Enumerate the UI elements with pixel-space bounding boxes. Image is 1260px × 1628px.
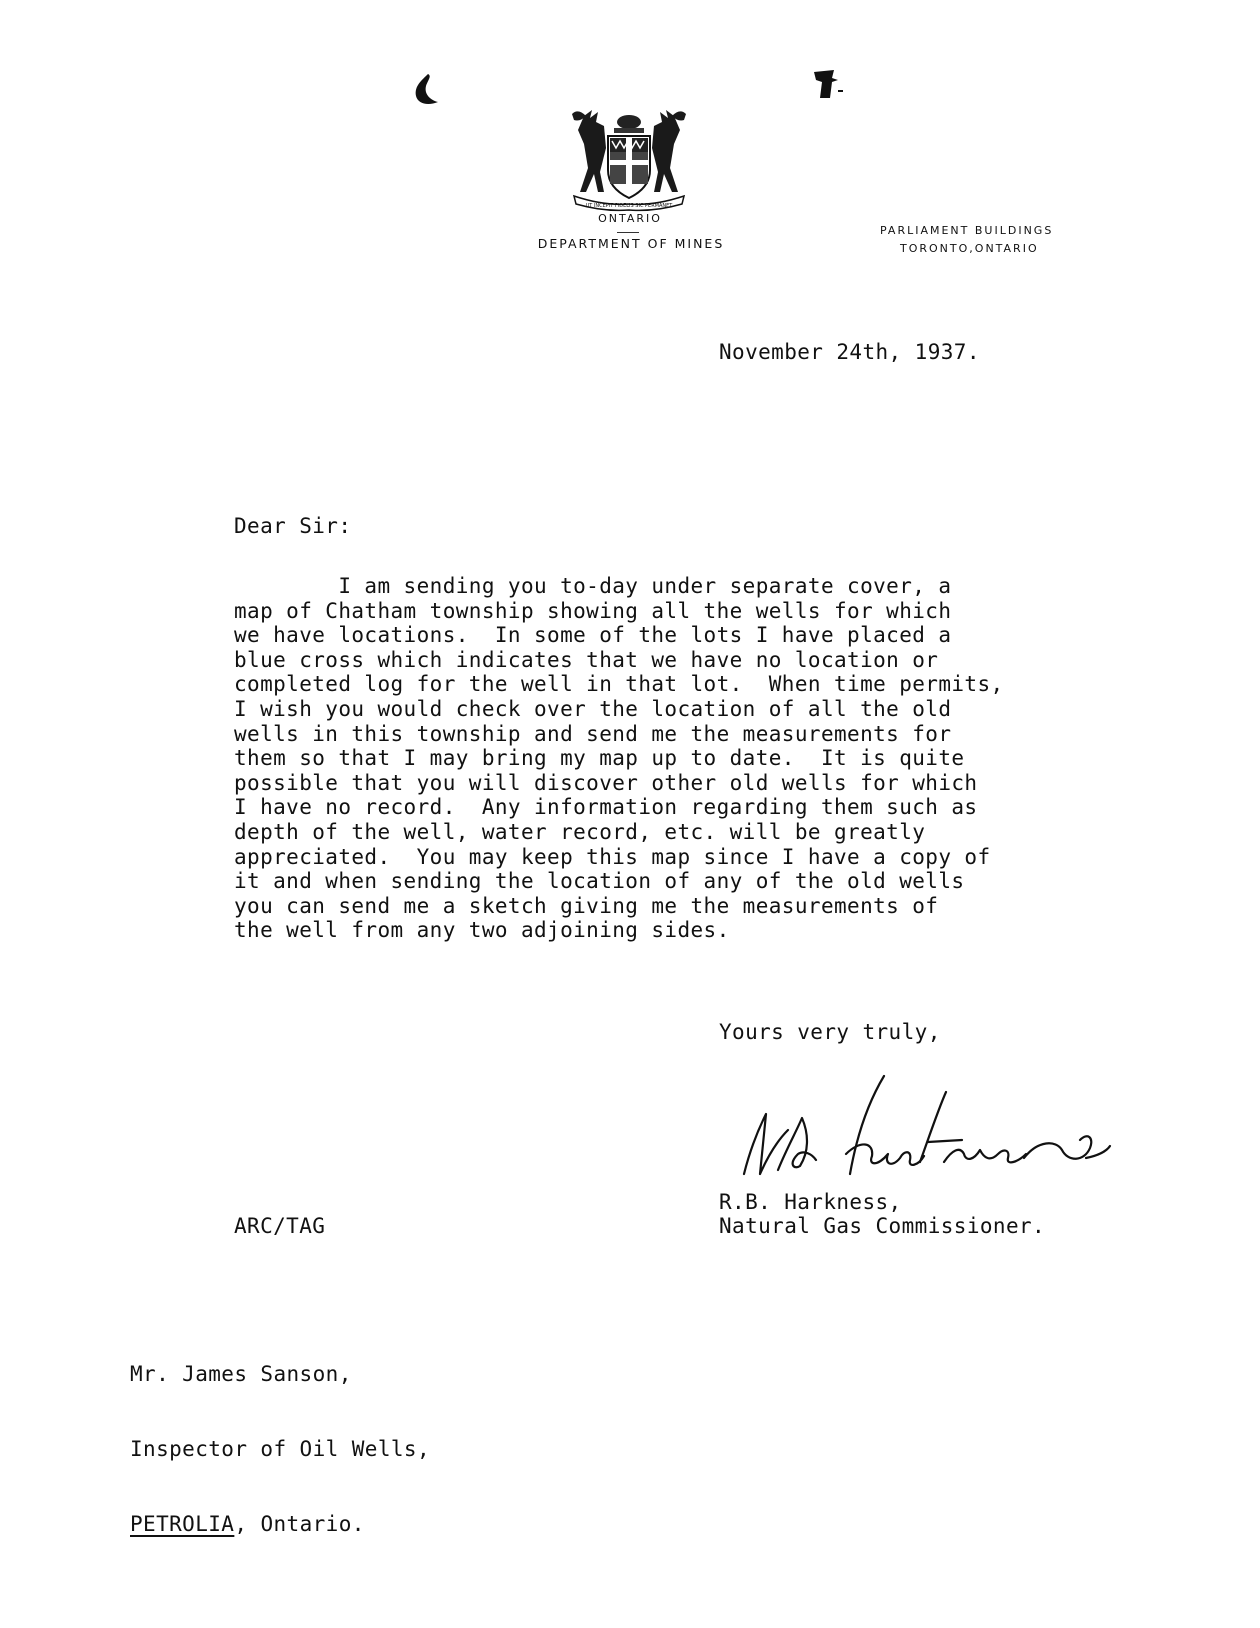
body-line: possible that you will discover other old wells for which — [234, 770, 978, 795]
recipient-address — [130, 1312, 430, 1562]
signer-title: Natural Gas Commissioner. — [719, 1214, 1046, 1238]
reference-initials: ARC/TAG — [234, 1214, 326, 1238]
recipient-city: PETROLIA — [130, 1512, 235, 1536]
body-line: wells in this township and send me the measurements for — [234, 721, 952, 746]
body-line: map of Chatham township showing all the wells for which — [234, 598, 952, 623]
body-line: appreciated. You may keep this map since I have a copy of — [234, 844, 991, 869]
body-line: I am sending you to-day under separate cover, a — [234, 574, 952, 598]
body-line: depth of the well, water record, etc. will be greatly — [234, 819, 926, 844]
body-line: you can send me a sketch giving me the measurements of — [234, 893, 939, 918]
binder-hole-mark-right — [810, 68, 846, 102]
salutation: Dear Sir: — [234, 514, 352, 538]
letterhead-department: DEPARTMENT OF MINES — [537, 236, 725, 251]
closing: Yours very truly, — [719, 1020, 941, 1044]
crest-motto: UT INCEPIT FIDELIS SIC PERMANET — [585, 203, 673, 209]
body-line: we have locations. In some of the lots I have placed a — [234, 623, 952, 648]
letterhead-rule — [617, 232, 639, 233]
body-line: it and when sending the location of any of the old wells — [234, 869, 965, 894]
body-line: I wish you would check over the location of all the old — [234, 696, 952, 721]
body-line: completed log for the well in that lot. When time permits, — [234, 672, 1004, 697]
recipient-province: , Ontario. — [234, 1512, 365, 1536]
letterhead-address-line2: TORONTO,ONTARIO — [900, 242, 1039, 255]
body-line: the well from any two adjoining sides. — [234, 918, 730, 943]
body-line: I have no record. Any information regarding them such as — [234, 795, 978, 820]
handwritten-signature — [738, 1070, 1118, 1180]
signer-name: R.B. Harkness, — [719, 1190, 902, 1214]
recipient-name: Mr. James Sanson, — [130, 1362, 352, 1386]
recipient-location — [130, 1512, 430, 1537]
ontario-coat-of-arms-icon — [564, 108, 694, 212]
body-line: blue cross which indicates that we have no location or — [234, 647, 939, 672]
letterhead-province: ONTARIO — [598, 212, 662, 225]
recipient-title: Inspector of Oil Wells, — [130, 1437, 430, 1461]
letter-body — [234, 574, 1134, 943]
body-line: them so that I may bring my map up to date. It is quite — [234, 746, 965, 771]
letterhead-address-line1: PARLIAMENT BUILDINGS — [880, 224, 1054, 237]
letter-date: November 24th, 1937. — [719, 340, 980, 364]
binder-hole-mark-left — [410, 72, 444, 108]
